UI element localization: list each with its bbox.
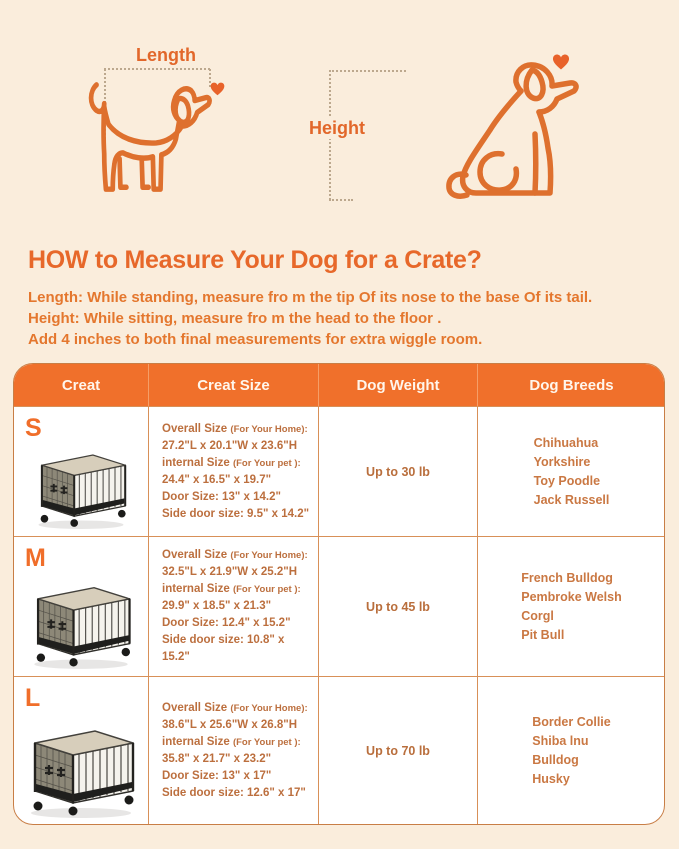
breed-item: French Bulldog (521, 570, 613, 585)
internal-size-line (162, 734, 314, 751)
measuring-diagram (0, 0, 679, 240)
header-dog-weight: Dog Weight (319, 364, 478, 406)
internal-size-line (162, 581, 314, 598)
breed-item: Jack Russell (533, 492, 610, 507)
door-size-value: Door Size: 13" x 14.2" (162, 490, 281, 503)
instruction-length: Length: While standing, measure fro m the tip Of its nose to the base Of its tail. (28, 289, 593, 306)
sitting-dog-outline-icon (440, 62, 590, 202)
page-title: HOW to Measure Your Dog for a Crate? (28, 246, 482, 274)
side-door-size-value: Side door size: 9.5" x 14.2" (162, 507, 310, 520)
heart-icon (551, 52, 571, 71)
internal-size-value: 29.9" x 18.5" x 21.3" (162, 600, 272, 612)
length-label: Length (133, 45, 199, 66)
instruction-wiggle: Add 4 inches to both final measurements for extra wiggle room. (28, 331, 483, 348)
table-row-l-weight-cell (319, 676, 478, 825)
table-row-l-size-cell (149, 676, 319, 825)
breed-item: Border Collie (532, 715, 611, 729)
internal-size-value: 24.4" x 16.5" x 19.7" (162, 473, 272, 486)
crate-product-image (25, 579, 137, 671)
table-row-l-crate-cell (14, 676, 149, 825)
overall-size-label: Overall Size (162, 549, 228, 561)
table-row-s-weight-cell (319, 406, 478, 536)
table-row-l-breeds-cell (478, 676, 665, 825)
breed-item: Bulldog (532, 753, 579, 767)
internal-size-note: (For Your pet ): (232, 737, 301, 748)
breed-item: Chihuahua (533, 435, 599, 450)
overall-size-label: Overall Size (162, 702, 228, 714)
table-row-s-breeds-cell (478, 406, 665, 536)
height-tick-top (329, 70, 406, 72)
internal-size-note: (For Your pet ): (232, 457, 301, 469)
overall-size-line (162, 421, 314, 438)
header-dog-breeds: Dog Breeds (478, 364, 665, 406)
internal-size-note: (For Your pet ): (232, 584, 301, 595)
standing-dog-outline-icon (88, 75, 216, 203)
size-letter: M (25, 544, 46, 572)
heart-icon (209, 80, 226, 97)
table-row-s-crate-cell (14, 406, 149, 536)
dog-breeds-list (534, 434, 610, 510)
breed-item: Yorkshire (533, 454, 591, 469)
length-measure-line (104, 68, 210, 70)
dog-weight-value: Up to 30 lb (366, 464, 430, 479)
instructions-text (28, 287, 658, 350)
instruction-height: Height: While sitting, measure fro m the head to the floor . (28, 310, 442, 327)
dog-weight-value: Up to 45 lb (366, 599, 430, 614)
crate-size-table (13, 363, 665, 825)
breed-item: Toy Poodle (533, 473, 601, 488)
overall-size-line (162, 700, 314, 717)
door-size-value: Door Size: 13" x 17" (162, 770, 272, 782)
crate-product-image (30, 447, 132, 531)
overall-size-value: 27.2"L x 20.1"W x 23.6"H (162, 439, 298, 452)
size-letter: S (25, 414, 42, 442)
dog-breeds-list (521, 569, 622, 645)
internal-size-label: internal Size (162, 736, 230, 748)
table-row-s-size-cell (149, 406, 319, 536)
table-row-m-crate-cell (14, 536, 149, 676)
internal-size-label: internal Size (162, 583, 230, 595)
breed-item: Husky (532, 772, 570, 786)
header-creat-size: Creat Size (149, 364, 319, 406)
side-door-size-value: Side door size: 12.6" x 17" (162, 787, 306, 799)
overall-size-value: 32.5"L x 21.9"W x 25.2"H (162, 566, 298, 578)
height-tick-bottom (329, 199, 353, 201)
internal-size-label: internal Size (162, 456, 230, 469)
side-door-size-value: Side door size: 10.8" x 15.2" (162, 634, 285, 663)
size-letter: L (25, 684, 41, 712)
breed-item: Pit Bull (521, 627, 565, 642)
dog-breeds-list (532, 713, 611, 789)
table-row-m-size-cell (149, 536, 319, 676)
breed-item: Pembroke Welsh (521, 589, 622, 604)
door-size-value: Door Size: 12.4" x 15.2" (162, 617, 291, 629)
crate-product-image (21, 722, 141, 820)
overall-size-note: (For Your Home): (230, 703, 308, 714)
header-creat: Creat (14, 364, 149, 406)
table-row-m-weight-cell (319, 536, 478, 676)
breed-item: Corgl (521, 608, 554, 623)
height-label: Height (306, 118, 368, 139)
breed-item: Shiba lnu (532, 734, 589, 748)
dog-weight-value: Up to 70 lb (366, 744, 430, 758)
internal-size-value: 35.8" x 21.7" x 23.2" (162, 753, 272, 765)
overall-size-note: (For Your Home): (230, 423, 308, 435)
table-row-m-breeds-cell (478, 536, 665, 676)
overall-size-note: (For Your Home): (230, 550, 308, 561)
overall-size-value: 38.6"L x 25.6"W x 26.8"H (162, 719, 298, 731)
overall-size-label: Overall Size (162, 422, 228, 435)
overall-size-line (162, 547, 314, 564)
internal-size-line (162, 455, 314, 472)
